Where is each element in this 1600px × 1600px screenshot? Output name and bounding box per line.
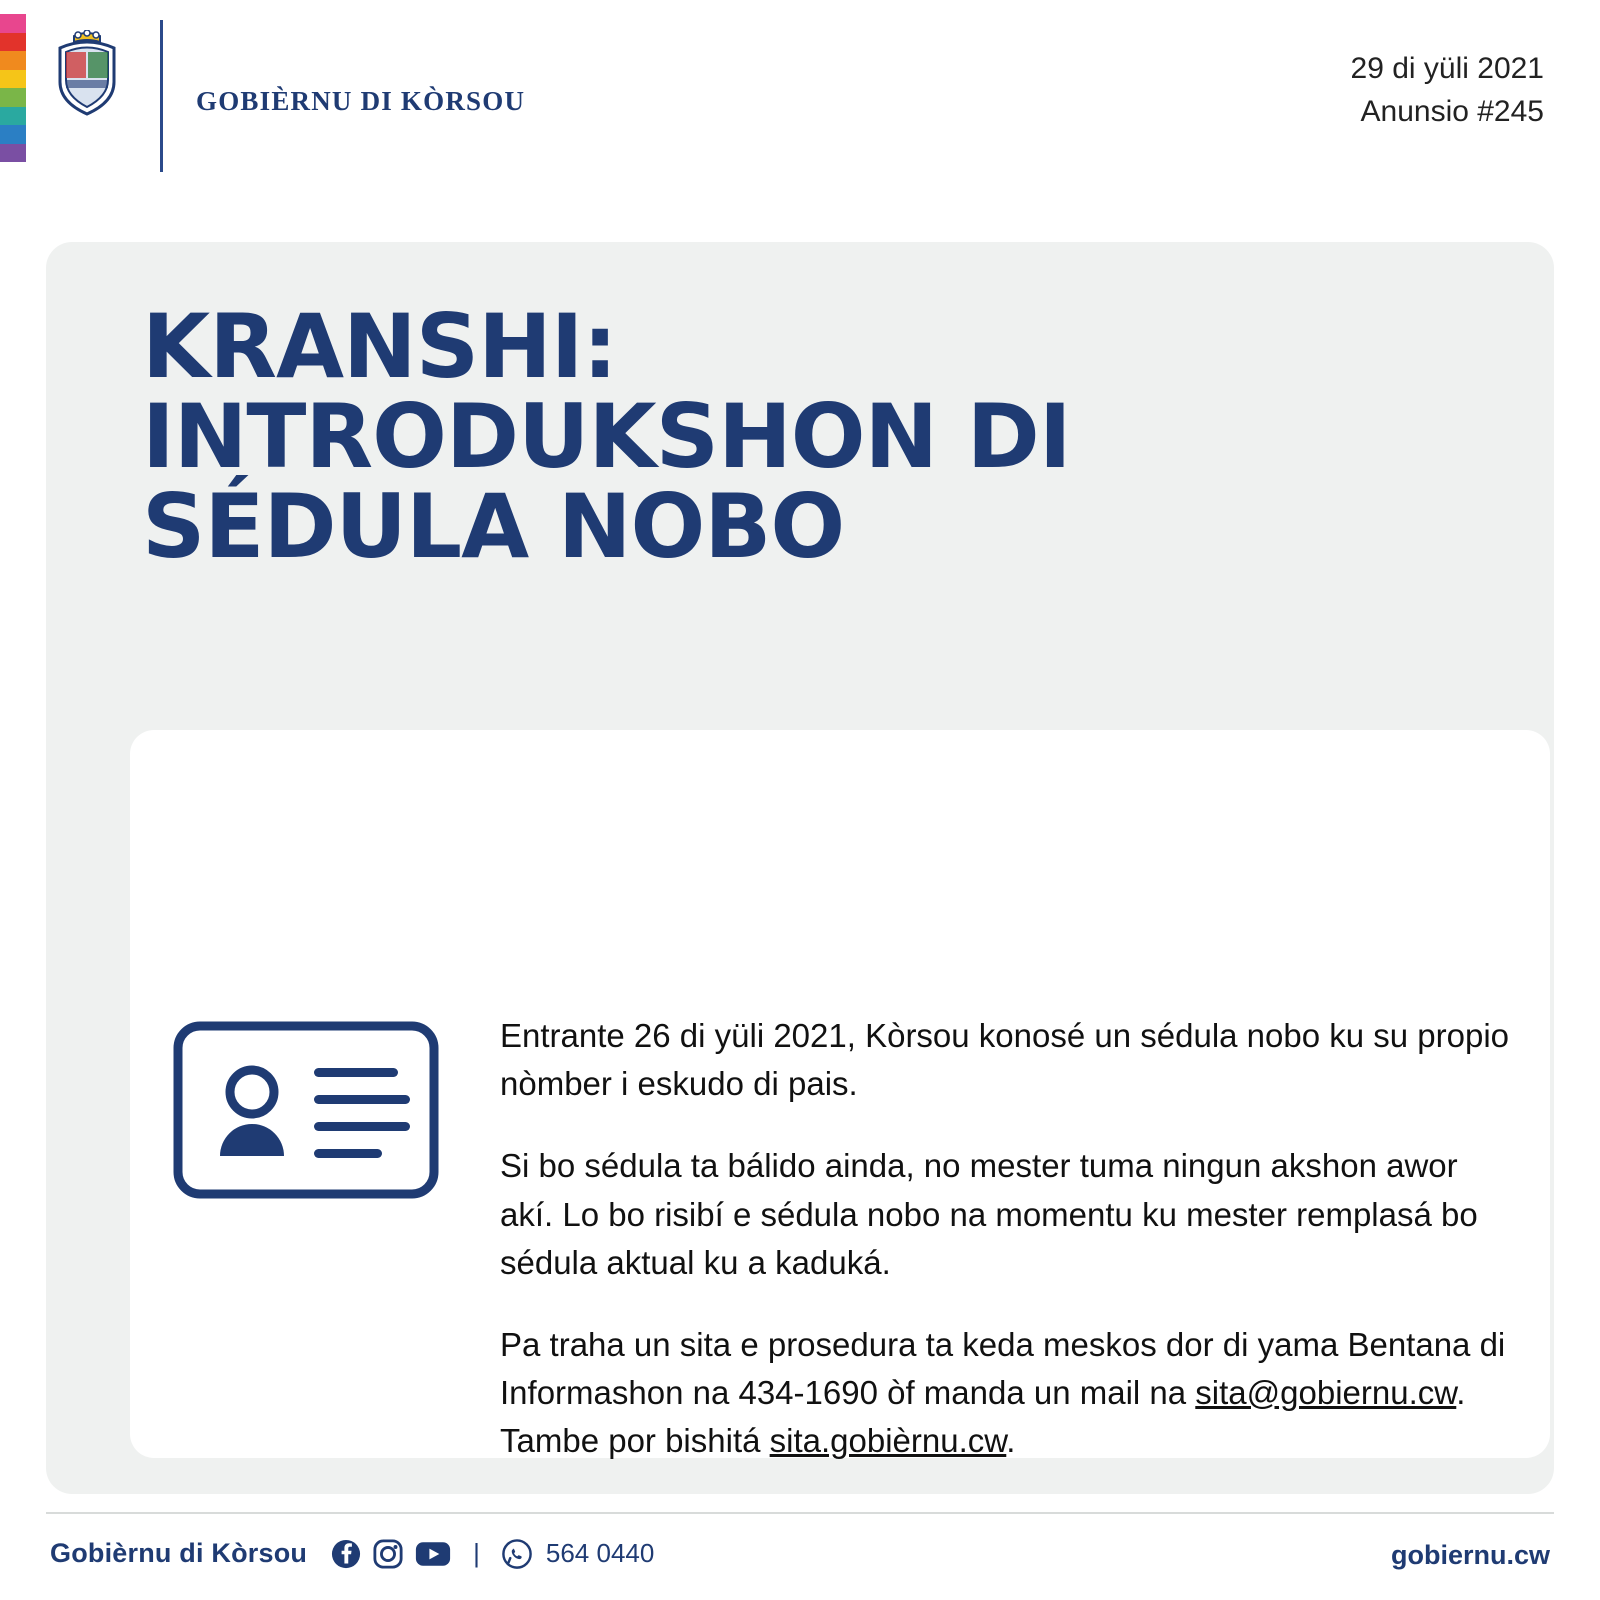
page-title [142, 295, 1472, 578]
footer-website[interactable]: gobiernu.cw [1390, 1540, 1550, 1570]
announcement-date: 29 di yüli 2021 [1350, 52, 1544, 85]
footer-separator: | [473, 1538, 480, 1568]
paragraph-3 [500, 1321, 1510, 1466]
facebook-icon[interactable] [331, 1539, 361, 1569]
header-divider [160, 20, 163, 172]
footer-brand: Gobièrnu di Kòrsou [50, 1538, 308, 1568]
instagram-icon[interactable] [373, 1539, 403, 1569]
paragraph-1: Entrante 26 di yüli 2021, Kòrsou konosé un sédula nobo ku su propio nòmber i eskudo di pais. [500, 1017, 1510, 1103]
body-text [500, 1012, 1510, 1465]
message-panel [130, 730, 1550, 1458]
header [0, 0, 1600, 190]
title-line-2: INTRODUKSHON DI [142, 384, 1071, 488]
footer-phone: 564 0440 [545, 1538, 655, 1568]
id-card-icon [172, 1020, 440, 1200]
paragraph-2: Si bo sédula ta bálido ainda, no mester tuma ningun akshon awor akí. Lo bo risibí e sédula nobo na momentu ku mester remplasá bo sédula aktual ku a kaduká. [500, 1147, 1478, 1281]
whatsapp-icon[interactable] [502, 1539, 532, 1569]
paragraph-3-middle: . Tambe por bishitá [500, 1374, 1466, 1460]
title-line-1: KRANSHI: [142, 295, 617, 398]
youtube-icon[interactable] [415, 1540, 451, 1568]
header-meta [1351, 48, 1544, 133]
coat-of-arms-icon [56, 30, 118, 116]
content-card [46, 242, 1554, 1494]
brand-wordmark: GOBIÈRNU DI KÒRSOU [196, 86, 526, 116]
footer-left [50, 1538, 654, 1569]
paragraph-3-after: . [1006, 1422, 1016, 1460]
email-link[interactable]: sita@gobiernu.cw [1195, 1374, 1457, 1412]
title-line-3: SÉDULA NOBO [142, 474, 845, 578]
footer [0, 1512, 1600, 1600]
paragraph-3-text: Pa traha un sita e prosedura ta keda meskos dor di yama Bentana di Informashon na 434-1690 òf manda un mail na [500, 1325, 1506, 1412]
social-icons [331, 1539, 451, 1569]
website-link[interactable]: sita.gobièrnu.cw [769, 1422, 1007, 1460]
announcement-number: Anunsio #245 [1360, 94, 1544, 128]
